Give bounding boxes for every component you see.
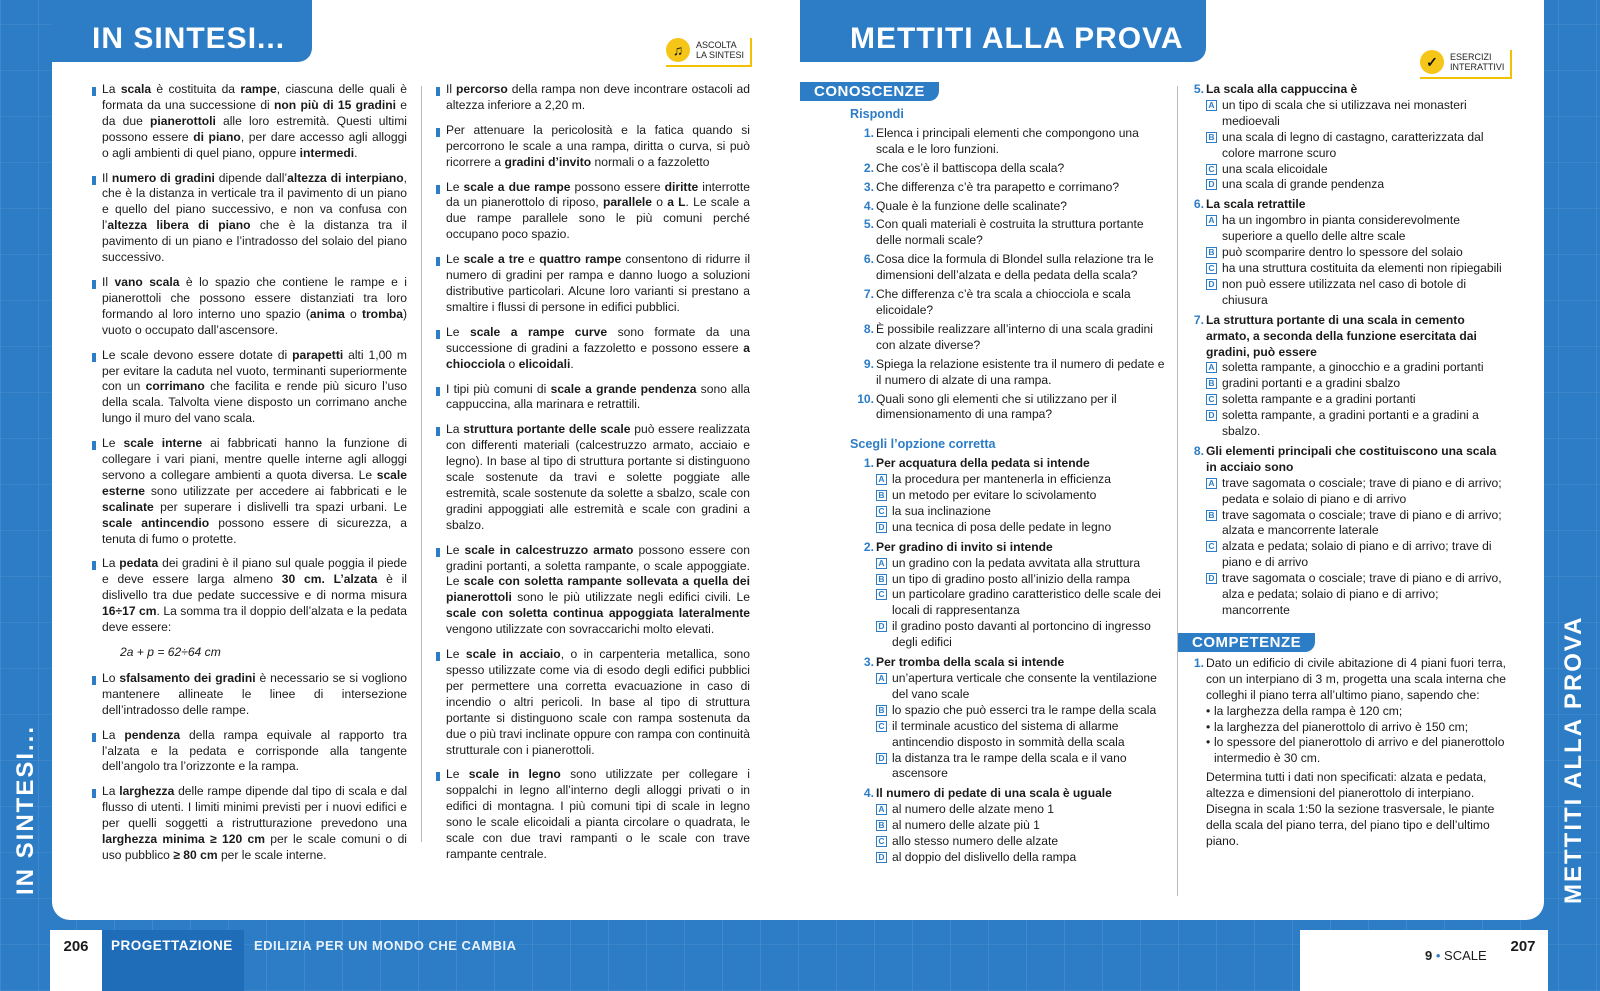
option-text: trave sagomata o cosciale; trave di piano e di arrivo, alza e pedata; solaio di piano e di arrivo; mancorrente: [1222, 571, 1502, 617]
question-number: 7.: [1193, 312, 1204, 327]
option-text: soletta rampante, a ginocchio e a gradini portanti: [1222, 360, 1484, 375]
left-side-tab: IN SINTESI...: [12, 724, 39, 896]
option-text: un’apertura verticale che consente la ventilazione del vano scale: [892, 671, 1157, 701]
summary-column-2: [436, 82, 750, 872]
answer-option: [1206, 277, 1506, 309]
option-letter: C: [876, 506, 887, 517]
summary-paragraph: Le scale in calcestruzzo armato possono essere con gradini portanti, a soletta rampante, o scale appoggiate. Le scale con soletta rampante sollevata a quella dei pianerottoli sono le più utilizzate negli edifici civili. Le scale con soletta continua appoggiata lateralmente vengono utilizzate con sovraccarichi molto elevati.: [436, 543, 750, 638]
option-text: un gradino con la pedata avvitata alla struttura: [892, 555, 1141, 570]
key-term: scale interne: [123, 436, 203, 451]
question-text: Per tromba della scala si intende: [876, 655, 1065, 670]
key-term: parapetti: [292, 347, 344, 362]
option-text: un particolare gradino caratteristico delle scale dei locali di rappresentanza: [892, 587, 1161, 618]
summary-paragraph: Le scale interne ai fabbricati hanno la funzione di collegare i vari piani, mentre quelle interne agli alloggi servono a collegare ambienti a quota diversa. Le scale esterne sono utilizzate per accedere ai fabbricati e le scalinate per superare i dislivelli tra spazi urbani. Le scale antincendio possono essere di sicurezza, a tenuta di fumo o protette.: [92, 436, 407, 547]
option-text: può scomparire dentro lo spessore del solaio: [1222, 245, 1463, 260]
option-text: il gradino posto davanti al portoncino di ingresso degli edifici: [892, 619, 1151, 650]
key-term: scale in legno: [468, 767, 561, 782]
key-term: scale antincendio: [102, 515, 210, 530]
option-text: trave sagomata o cosciale; trave di piano e di arrivo; pedata e solaio di piano e di arrivo: [1222, 475, 1502, 506]
summary-paragraph: Le scale a due rampe possono essere diritte interrotte da un pianerottolo di riposo, parallele o a L. Le scale a due rampe parallele sono le più comuni perché occupano poco spazio.: [436, 180, 750, 244]
option-letter: D: [876, 753, 887, 764]
question-text: Che cos’è il battiscopa della scala?: [876, 160, 1065, 175]
answer-option: [876, 488, 1168, 504]
option-text: alzata e pedata; solaio di piano e di arrivo; trave di piano e di arrivo: [1222, 539, 1492, 570]
scegli-heading: Scegli l’opzione corretta: [850, 437, 996, 452]
summary-paragraph: La larghezza delle rampe dipende dal tipo di scala e dal flusso di utenti. I limiti minimi previsti per i nuovi edifici e per quelli soggetti a ristrutturazione prevedono una larghezza minima ≥ 120 cm per le scale comuni o di uso pubblico ≥ 80 cm per le scale interne.: [92, 784, 407, 864]
section-competenze: COMPETENZE: [1178, 633, 1315, 652]
summary-paragraph: Il percorso della rampa non deve incontrare ostacoli ad altezza inferiore a 2,20 m.: [436, 82, 750, 114]
question-number: 8.: [863, 321, 874, 336]
chapter-title: SCALE: [1444, 948, 1487, 963]
answer-option: [1206, 408, 1506, 440]
exercise-column-2: [1180, 82, 1506, 853]
answer-option: [876, 671, 1168, 703]
summary-paragraph: La pedata dei gradini è il piano sul quale poggia il piede e deve essere larga almeno 30 cm. L’alzata è il dislivello tra due pedate successive e di norma misura 16÷17 cm. La somma tra il doppio dell’alzata e la pedata deve essere:: [92, 556, 407, 636]
question-text: Spiega la relazione esistente tra il numero di pedate e il numero di alzate di una rampa.: [876, 356, 1165, 387]
question-number: 8.: [1193, 443, 1204, 458]
option-letter: B: [1206, 247, 1217, 258]
formula: 2a + p = 62÷64 cm: [120, 645, 221, 659]
mc-question: [850, 655, 1168, 782]
option-letter: A: [876, 558, 887, 569]
right-page-title: METTITI ALLA PROVA: [800, 0, 1206, 62]
mc-question: [850, 540, 1168, 651]
key-term: corrimano: [145, 379, 205, 394]
book-title: PROGETTAZIONE: [102, 930, 244, 991]
question-number: 6.: [863, 252, 874, 267]
key-term: scale in calcestruzzo armato: [464, 542, 634, 557]
answer-option: [876, 802, 1168, 818]
key-term: pedata: [119, 556, 159, 571]
badge-line1: ESERCIZI: [1450, 52, 1492, 62]
option-text: al doppio del dislivello della rampa: [892, 849, 1077, 864]
key-term: struttura portante delle scale: [463, 422, 631, 437]
summary-paragraph: Le scale a tre e quattro rampe consentono di ridurre il numero di gradini per rampa e danno luogo a soluzioni distributive particolari. Alcune loro varianti si prestano a smaltire i flussi di persone in edifici pubblici.: [436, 252, 750, 316]
section-conoscenze: CONOSCENZE: [800, 82, 939, 101]
option-text: la sua inclinazione: [892, 503, 991, 518]
key-term: sfalsamento dei gradini: [119, 670, 256, 685]
option-text: il terminale acustico del sistema di allarme antincendio disposto in sommità della scala: [892, 718, 1125, 749]
answer-option: [1206, 376, 1506, 392]
answer-option: [876, 587, 1168, 619]
key-term: elicoidali: [518, 356, 571, 371]
key-term: diritte: [664, 179, 699, 194]
comp-bullets: [1206, 704, 1506, 768]
answer-option: [876, 850, 1168, 866]
answer-option: [1206, 261, 1506, 277]
option-text: la procedura per mantenerla in efficienza: [892, 472, 1111, 487]
key-term: percorso: [456, 82, 508, 96]
checkmark-icon: ✓: [1420, 50, 1444, 74]
key-term: scale con soletta rampante sollevata a quella dei pianerottoli: [446, 574, 750, 605]
key-term: numero di gradini: [111, 170, 215, 185]
question-text: Quale è la funzione delle scalinate?: [876, 198, 1067, 213]
question-number: 10.: [857, 391, 874, 406]
question-number: 4.: [863, 786, 874, 801]
answer-option: [1206, 360, 1506, 376]
summary-paragraph: Lo sfalsamento dei gradini è necessario se si vogliono mantenere allineate le linee di intersezione dell’intradosso delle rampe.: [92, 671, 407, 719]
open-question: [850, 180, 1168, 196]
question-text: È possibile realizzare all’interno di una scala gradini con alzate diverse?: [876, 321, 1153, 352]
answer-option: [1206, 571, 1506, 619]
option-text: trave sagomata o cosciale; trave di piano e di arrivo; alzata e mancorrente laterale: [1222, 507, 1502, 538]
comp-bullet: • lo spessore del pianerottolo di arrivo e del pianerottolo intermedio è 30 cm.: [1206, 735, 1506, 767]
comp-intro: Dato un edificio di civile abitazione di 4 piani fuori terra, con un interpiano di 3 m, progetta una scala interna che colleghi il piano terra all’ultimo piano, sapendo che:: [1206, 655, 1506, 702]
key-term: parallele: [602, 195, 653, 210]
summary-paragraph: I tipi più comuni di scale a grande pendenza sono alla cappuccina, alla marinara e retrattili.: [436, 382, 750, 414]
key-term: scale esterne: [102, 467, 407, 498]
option-text: la distanza tra le rampe della scala e il vano ascensore: [892, 750, 1127, 781]
option-letter: C: [876, 721, 887, 732]
summary-paragraph: Il numero di gradini dipende dall’altezza di interpiano, che è la distanza in verticale tra il pavimento di un piano e quello del piano successivo, e non va confusa con l’altezza libera di piano che è la distanza tra il pavimento di un piano e l’intradosso del solaio del piano successivo.: [92, 171, 407, 266]
answer-option: [876, 818, 1168, 834]
question-number: 2.: [863, 539, 874, 554]
option-text: ha una struttura costituita da elementi non ripiegabili: [1222, 260, 1502, 275]
summary-paragraph: Le scale in legno sono utilizzate per collegare i soppalchi in legno all’interno degli alloggi privati o in edifici di montagna. I più comuni tipi di scale in legno sono le scale elicoidali a pianta circolare o quadrata, le scale con due travi rampanti o le scale con trave rampante centrale.: [436, 767, 750, 862]
mc-questions-right: [1180, 82, 1506, 619]
key-term: altezza di interpiano: [287, 170, 404, 185]
key-term: pendenza: [124, 727, 181, 742]
right-side-tab: METTITI ALLA PROVA: [1560, 615, 1587, 905]
open-question: [850, 287, 1168, 319]
key-term: rampe: [240, 82, 277, 96]
key-term: anima: [309, 306, 345, 321]
answer-option: [876, 520, 1168, 536]
badge-line1: ASCOLTA: [696, 40, 737, 50]
page-number-right: 207: [1498, 930, 1548, 991]
question-text: La scala alla cappuccina è: [1206, 82, 1358, 96]
question-number: 9.: [863, 356, 874, 371]
question-text: Gli elementi principali che costituiscono una scala in acciaio sono: [1206, 443, 1497, 474]
comp-bullet: • la larghezza della rampa è 120 cm;: [1206, 704, 1506, 720]
key-term: scale in acciaio: [465, 647, 561, 662]
question-number: 1.: [863, 125, 874, 140]
key-term: scale a rampe curve: [469, 324, 608, 339]
column-divider: [1177, 86, 1178, 896]
option-text: un tipo di scala che si utilizzava nei monasteri medioevali: [1222, 97, 1467, 128]
answer-option: [876, 834, 1168, 850]
option-text: allo stesso numero delle alzate: [892, 834, 1059, 849]
summary-paragraph: Per attenuare la pericolosità e la fatica quando si percorrono le scale a una rampa, diritta o curva, si può ricorrere a gradini d’invito normali o a fazzoletto: [436, 123, 750, 171]
option-letter: B: [876, 820, 887, 831]
option-text: un metodo per evitare lo scivolamento: [892, 488, 1097, 503]
option-letter: C: [876, 589, 887, 600]
key-term: ≥ 80 cm: [173, 847, 218, 862]
option-text: una scala elicoidale: [1222, 161, 1328, 176]
answer-option: [876, 619, 1168, 651]
open-question: [850, 252, 1168, 284]
option-text: non può essere utilizzata nel caso di botole di chiusura: [1222, 276, 1467, 307]
option-text: gradini portanti e a gradini sbalzo: [1222, 376, 1401, 391]
key-term: scale a due rampe: [463, 179, 571, 194]
open-questions-list: [850, 126, 1168, 423]
answer-option: [1206, 177, 1506, 193]
answer-option: [876, 751, 1168, 783]
question-number: 2.: [863, 160, 874, 175]
question-text: Che differenza c’è tra scala a chiocciola e scala elicoidale?: [876, 287, 1131, 317]
option-letter: B: [876, 705, 887, 716]
summary-paragraph: Le scale devono essere dotate di parapetti alti 1,00 m per evitare la caduta nel vuoto, terminanti superiormente con un corrimano che facilita e rende più sicuro l’uso della scala. Talvolta viene disposto un corrimano anche lungo il muro del vano scala.: [92, 348, 407, 428]
summary-paragraph: La pendenza della rampa equivale al rapporto tra l’alzata e la pedata e corrisponde alla tangente dell’angolo tra l’orizzonte e la rampa.: [92, 728, 407, 776]
key-term: scale con soletta continua appoggiata lateralmente: [446, 606, 750, 621]
answer-option: [1206, 98, 1506, 130]
chapter-separator: •: [1435, 948, 1441, 963]
answer-option: [1206, 130, 1506, 162]
summary-column-1: [92, 82, 407, 873]
mc-question: [1180, 444, 1506, 619]
question-number: 1.: [863, 456, 874, 471]
interactive-exercises-badge[interactable]: [1420, 50, 1512, 79]
option-text: una tecnica di posa delle pedate in legno: [892, 519, 1112, 534]
mc-question: [1180, 197, 1506, 308]
option-letter: B: [876, 490, 887, 501]
option-letter: D: [1206, 573, 1217, 584]
option-text: soletta rampante, a gradini portanti e a gradini a sbalzo.: [1222, 408, 1479, 439]
key-term: vano scala: [114, 274, 180, 289]
question-number: 5.: [1193, 82, 1204, 96]
option-letter: D: [876, 852, 887, 863]
headphones-icon: ♫: [666, 38, 690, 62]
option-letter: C: [1206, 541, 1217, 552]
answer-option: [876, 472, 1168, 488]
option-letter: D: [1206, 410, 1217, 421]
question-number: 4.: [863, 198, 874, 213]
open-question: [850, 392, 1168, 424]
key-term: larghezza minima ≥ 120 cm: [102, 832, 265, 847]
key-term: L’alzata: [333, 572, 378, 587]
comp-outro: Determina tutti i dati non specificati: alzata e pedata, altezza e dimensioni del pianerottolo di interpiano. Disegna in scala 1:50 la sezione trasversale, le piante della scala del piano terra, del piano tipo e dell’ultimo piano.: [1206, 770, 1495, 848]
left-page-title: IN SINTESI...: [52, 0, 312, 62]
open-question: [850, 322, 1168, 354]
badge-line2: INTERATTIVI: [1450, 62, 1505, 72]
mc-question: [1180, 313, 1506, 440]
question-text: La struttura portante di una scala in cemento armato, a seconda della funzione esercitata dai gradini, può essere: [1206, 312, 1477, 359]
option-text: ha un ingombro in pianta considerevolmente superiore a quello delle altre scale: [1222, 213, 1460, 244]
option-letter: A: [876, 474, 887, 485]
column-divider: [421, 86, 422, 842]
summary-paragraph: Le scale a rampe curve sono formate da una successione di gradini a fazzoletto e possono essere a chiocciola o elicoidali.: [436, 325, 750, 373]
key-term: pianerottoli: [150, 113, 216, 128]
key-term: 30 cm.: [281, 572, 325, 587]
badge-line2: LA SINTESI: [696, 50, 745, 60]
open-question: [850, 199, 1168, 215]
answer-option: [1206, 245, 1506, 261]
answer-option: [876, 556, 1168, 572]
answer-option: [1206, 508, 1506, 540]
key-term: di piano: [193, 129, 241, 144]
option-text: lo spazio che può esserci tra le rampe della scala: [892, 702, 1157, 717]
key-term: a L: [667, 195, 686, 210]
option-letter: A: [1206, 100, 1217, 111]
answer-option: [1206, 476, 1506, 508]
mc-question: [1180, 82, 1506, 193]
book-subtitle: EDILIZIA PER UN MONDO CHE CAMBIA: [254, 938, 517, 953]
summary-paragraph: La scala è costituita da rampe, ciascuna delle quali è formata da una successione di non più di 15 gradini e da due pianerottoli alle loro estremità. Questi ultimi possono essere di piano, per dare accesso agli alloggi o agli ambienti di quel piano, oppure intermedi.: [92, 82, 407, 162]
exercise-column-1: [800, 82, 1168, 870]
question-text: Elenca i principali elementi che compongono una scala e le loro funzioni.: [876, 125, 1139, 156]
answer-option: [876, 504, 1168, 520]
answer-option: [876, 719, 1168, 751]
question-text: Per acquatura della pedata si intende: [876, 456, 1090, 471]
option-text: una scala di legno di castagno, caratterizzata dal colore marrone scuro: [1222, 129, 1484, 160]
option-letter: A: [876, 673, 887, 684]
summary-paragraph: La struttura portante delle scale può essere realizzata con differenti materiali (calcestruzzo armato, acciaio e legno). In base al tipo di struttura portante si distinguono scale sostenute da travi e solette poggiate alle estremità, scale sostenute da solette a sbalzo, scale con gradini appoggiati alle estremità e scale con gradini a sbalzo.: [436, 422, 750, 533]
option-letter: C: [1206, 394, 1217, 405]
answer-option: [876, 572, 1168, 588]
key-term: intermedi: [299, 145, 355, 160]
answer-option: [876, 703, 1168, 719]
key-term: quattro rampe: [539, 252, 622, 267]
answer-option: [1206, 213, 1506, 245]
key-term: larghezza: [119, 784, 175, 799]
key-term: scala: [120, 82, 152, 96]
option-letter: B: [1206, 132, 1217, 143]
question-number: 5.: [863, 217, 874, 232]
key-term: 16÷17 cm: [102, 604, 157, 619]
chapter-label: [1425, 948, 1492, 991]
answer-option: [1206, 392, 1506, 408]
option-text: al numero delle alzate più 1: [892, 818, 1040, 833]
key-term: scale a tre: [463, 252, 525, 267]
option-letter: B: [876, 574, 887, 585]
question-text: Che differenza c’è tra parapetto e corrimano?: [876, 179, 1120, 194]
option-letter: A: [1206, 478, 1217, 489]
key-term: scalinate: [102, 499, 154, 514]
question-text: Il numero di pedate di una scala è uguale: [876, 786, 1112, 801]
option-text: una scala di grande pendenza: [1222, 177, 1385, 192]
open-question: [850, 217, 1168, 249]
option-letter: B: [1206, 378, 1217, 389]
summary-paragraph: Il vano scala è lo spazio che contiene le rampe e i pianerottoli che possono essere distanziati tra loro formando al loro interno uno spazio (anima o tromba) vuoto o occupato dall’ascensore.: [92, 275, 407, 339]
answer-option: [1206, 162, 1506, 178]
option-letter: D: [1206, 279, 1217, 290]
option-letter: D: [1206, 179, 1217, 190]
mc-question: [850, 786, 1168, 866]
option-letter: C: [1206, 164, 1217, 175]
page-number-left: 206: [50, 930, 102, 991]
comp-bullet: • la larghezza del pianerottolo di arrivo è 150 cm;: [1206, 720, 1506, 736]
option-text: un tipo di gradino posto all’inizio della rampa: [892, 571, 1130, 586]
option-text: soletta rampante e a gradini portanti: [1222, 392, 1416, 407]
option-letter: D: [876, 522, 887, 533]
key-term: a chiocciola: [446, 340, 750, 371]
open-question: [850, 161, 1168, 177]
answer-option: [1206, 539, 1506, 571]
chapter-number: 9: [1425, 948, 1433, 963]
option-letter: A: [1206, 362, 1217, 373]
key-term: non più di 15 gradini: [274, 97, 396, 112]
question-number: 3.: [863, 179, 874, 194]
option-text: al numero delle alzate meno 1: [892, 802, 1055, 817]
open-question: [850, 126, 1168, 158]
option-letter: D: [876, 621, 887, 632]
option-letter: B: [1206, 510, 1217, 521]
question-number: 7.: [863, 287, 874, 302]
question-text: Cosa dice la formula di Blondel sulla relazione tra le dimensioni dell’alzata e della pedata della scala?: [876, 252, 1154, 283]
competence-exercise: 1. Dato un edificio di civile abitazione di 4 piani fuori terra, con un interpiano di 3 m, progetta una scala interna che colleghi il piano terra all’ultimo piano, sapendo che: • la larghezza della rampa è 120 cm; • la larghezza del pianerottolo di arrivo è 150 cm; • lo spessore del pianerottolo di arrivo e del pianerottolo intermedio è 30 cm. Determina tutti i dati non specificati: alzata e pedata, altezza e dimensioni del pianerottolo di interpiano. Disegna in scala 1:50 la sezione trasversale, le piante della scala del piano terra, del piano tipo e dell’ultimo piano.: [1180, 656, 1506, 850]
summary-paragraph: Le scale in acciaio, o in carpenteria metallica, sono spesso utilizzate come via di esodo degli edifici pubblici per permettere una corretta evacuazione in caso di incendio o altri pericoli. In base al tipo di struttura portante si distinguono scale con rampa sostenuta da due o più travi inclinate oppure con rampa con continuità strutturale con i pianerottoli.: [436, 647, 750, 758]
key-term: gradini d’invito: [504, 154, 592, 169]
key-term: tromba: [361, 306, 403, 321]
rispondi-heading: Rispondi: [850, 107, 904, 121]
mc-question: [850, 456, 1168, 536]
question-text: Con quali materiali è costruita la struttura portante delle normali scale?: [876, 217, 1144, 248]
question-text: Per gradino di invito si intende: [876, 539, 1053, 554]
question-number: 6.: [1193, 197, 1204, 212]
option-letter: C: [1206, 263, 1217, 274]
key-term: scale a grande pendenza: [550, 381, 697, 396]
option-letter: C: [876, 836, 887, 847]
open-question: [850, 357, 1168, 389]
key-term: altezza libera di piano: [107, 218, 251, 233]
option-letter: A: [1206, 215, 1217, 226]
question-text: Quali sono gli elementi che si utilizzano per il dimensionamento di una rampa?: [876, 391, 1117, 422]
question-number: 3.: [863, 655, 874, 670]
question-text: La scala retrattile: [1206, 197, 1306, 212]
mc-questions-left: [850, 456, 1168, 866]
listen-summary-badge[interactable]: [666, 38, 752, 67]
option-letter: A: [876, 804, 887, 815]
